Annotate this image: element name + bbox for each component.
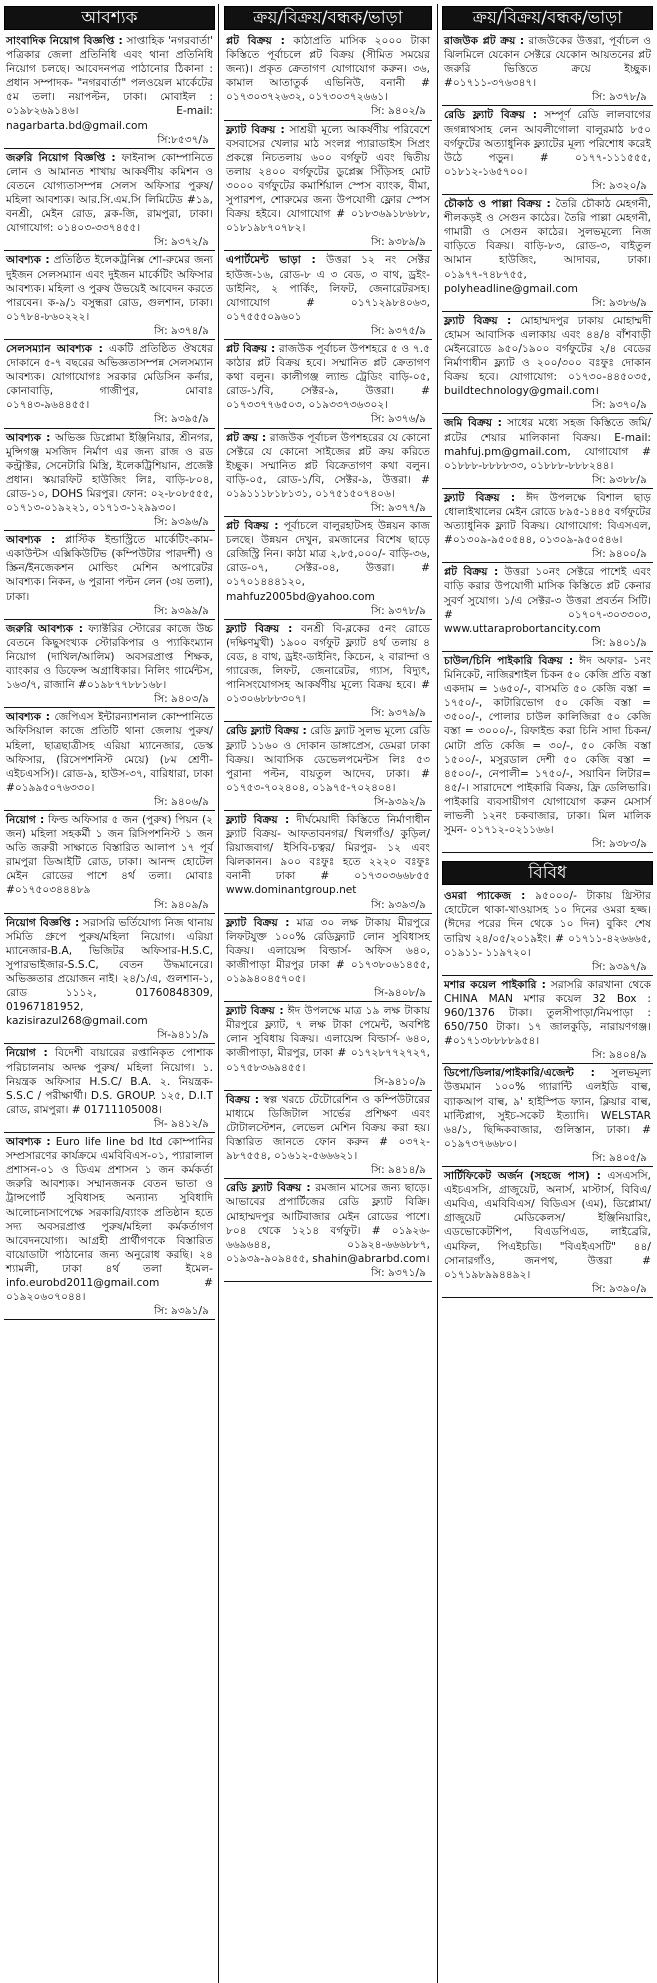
classified-ad [442,34,653,104]
classified-ad [4,622,215,707]
ad-heading: রাজউক প্লট ক্রয় : [444,35,525,47]
classified-ad [224,813,432,912]
ad-divider [442,975,653,976]
ad-divider [4,250,215,251]
ad-reference: সি: ৯৩৭৮/৯ [592,91,647,104]
classified-ad [4,342,215,427]
ad-heading: আবশ্যক : [6,534,56,547]
classified-ad [4,253,215,338]
classified-ad [442,108,653,193]
classified-ad [4,1135,215,1318]
ad-reference: সি-৯৪১১/৯ [157,1029,209,1042]
classified-ad [224,123,432,250]
ad-heading: নিয়োগ : [6,813,45,826]
ad-list [4,34,215,1320]
classified-ad [4,916,215,1043]
ad-body: একটি প্রতিষ্ঠিত ঔষধের দোকানে ৫-৭ বছরের অভিজ্ঞতাসম্পন্ন সেলসম্যান আবশ্যক। যোগাযোগঃ সরকার মেডিসিন কর্নার, কোনাবাড়ি, গাজীপুর, মোবাঃ ০১৭৪৩-৯৬৪৪৫৫। [6,342,213,412]
ad-body: ফাইনান্স কোম্পানিতে লোন ও আমানত শাখায় আকর্ষণীয় কমিশন ও বেতনে যোগ্যতাসম্পন্ন সেলস অফিসার পুরুষ/ মহিলা আবশ্যক। আর.সি.এম.সি লিমিটেড #১৯, বনশ্রী, মেইন রোড, ব্লক-জি, রামপুরা, ঢাকা। যোগাযোগ: ০১৪০৩-৩৩৭৪৫৫। [6,151,213,235]
ad-divider [224,619,432,620]
ad-heading: জরুরি নিয়োগ বিজ্ঞপ্তি : [6,151,116,164]
ad-body: প্রতিষ্ঠিত ইলেকট্রনিক্স শো-রুমের জন্য দুইজন সেলসম্যান এবং দুইজন মার্কেটিং অফিসার আবশ্যক। মহিলা ও পুরুষ উভয়েই আবেদন করতে পারবেন। ক-৯/১ বসুন্ধরা রোড, গুলশান, ঢাকা। ০১৭৮৪-৮৬০২২২। [6,254,214,323]
classified-ad [224,431,432,516]
ad-divider [442,651,653,652]
ad-heading: আবশ্যক : [6,1136,51,1149]
classified-ad [224,34,432,119]
classified-ad [442,654,653,851]
ad-heading: রেডি ফ্ল্যাট বিক্রয় : [226,1182,311,1195]
ad-body: দীর্ঘমেয়াদী কিস্তিতে নির্মাণাধীন ফ্ল্যাট বিক্রয়- আফতাবনগর/ খিলগাঁও/ কুড়িল/ রিয়াজবাগ/ ইসিবি-চত্বর/ মিরপুর- ১২ এবং ঝিলকানন। ৯০০ বঃফুঃ হতে ২২২০ বঃফুঃ বনানী ঢাকা # ০১৭৩০৩৬৬৮৫৫ www.dominantgroup.net [226,813,430,897]
ad-divider [4,619,215,620]
ad-reference: সি-৯৪১০/৯ [374,1075,426,1088]
ad-heading: জমি বিক্রয় : [444,417,502,430]
ad-reference: সি:৮৫৩৭/৯ [157,133,209,146]
classified-ad [224,253,432,338]
ad-reference: সি: ৯৩৭১/৯ [371,1266,426,1279]
ad-divider [224,428,432,429]
ad-divider [442,1297,653,1298]
ad-reference: সি: ৯৩৭৪/৯ [154,324,209,337]
ad-list [442,889,653,1298]
column-divider [437,4,438,1983]
ad-heading: রেডি ফ্ল্যাট বিক্রয় : [444,109,537,122]
ad-heading: আবশ্যক : [6,254,50,267]
ad-divider [4,707,215,708]
ad-reference: সি: ৯৪০৯/৯ [154,898,209,911]
ad-heading: নিয়োগ বিজ্ঞপ্তি : [6,916,80,929]
ad-heading: জরুরি আবশ্যক : [6,622,83,635]
ad-divider [224,721,432,722]
classified-ad [442,978,653,1063]
ad-reference: সি: ৯৪০১/৯ [592,636,647,649]
ad-reference: সি: ৯৩৮৩/৯ [592,838,647,851]
ad-divider [442,194,653,195]
ad-reference: সি: ৯৪০২/৯ [371,105,426,118]
ad-reference: সি: ৯৩৯৩/৯ [371,898,426,911]
ad-body: রমজান মাসের জন্য ছাড়ে। আভাবের প্রপার্টিজের রেডি ফ্ল্যাট বিক্রি। মোহাম্মদপুর আটিবাজার মেইন রোডের পাশে। ৮০৪ থেকে ১২১৪ বর্গফুট। # ০১৯২৬- ৬৬৯৬৪৪, ০১৯২৪-৬৬৬৮৮৭, ০১৯৩৯-৯০৯৪৫৫, shahin@abrarbd.com। [226,1182,431,1265]
ad-heading: আবশ্যক : [6,431,51,444]
classified-ad [4,34,215,147]
classified-ad [224,1093,432,1178]
ad-reference: সি: ৯৩৭৯/৯ [371,707,426,720]
column-buy-sell-1 [224,6,432,1979]
ad-reference: সি-৯৩৯২/৯ [374,795,426,808]
classified-ad [442,889,653,974]
ad-divider [4,913,215,914]
ad-body: ফ্যাক্টরির স্টোরের কাজে উচ্চ বেতনে কিছুসংখ্যক স্টোরকিপার ও প্যাকিংম্যান নিয়োগ (দাখিল/আলিম) অবসরপ্রাপ্ত শিক্ষক, ব্যাংকার ও ডিফেন্স অগ্রাধিকার। নিলিং গার্মেন্টস, ১৬৩/৭, রাজানি #০১৯৮৭৭৮৮১৬৮। [6,622,213,692]
ad-divider [4,1319,215,1320]
ad-heading: আবশ্যক : [6,711,51,724]
ad-body: ঈদ উপলক্ষে বিশাল ছাড় ধোলাইখালের মেইন রোডে ৮৯৫-১৪৪৫ বর্গফুটের অত্যাধুনিক ফ্ল্যাট বিক্রয়। যোগাযোগ: বিএসএল, #০১৩০৯-৯৫০৫৪৪, ০১৩০৯-৯৫০৫৪৬। [444,491,651,547]
ad-divider [442,852,653,853]
ad-body: সুলভমূল্য উত্তমমান ১০০% গ্যারান্টি এলইডি বাল্ব, ব্যাকআপ বাল্ব, ৯' হাইস্পিড ফ্যান, ক্লিয়ার বাল্ব, মাল্টিপ্লাগ, সুইচ-সকেট ইত্যাদি। WELSTAR ৬৪/১, ছিদ্দিকবাজার, গুলিস্তান, ঢাকা। # ০১৯৭৩৭৬৬৮০। [444,1067,652,1150]
classified-ad [224,342,432,427]
ad-body: সরাসরি ভর্তিযোগ্য নিজ থানায় সমিতি গ্রুপে পুরুষ/মহিলা নিয়োগ। এরিয়া ম্যানেজার-B.A, ভিজিটর অফিসার-H.S.C, সুপারভাইজার-S.S.C, বেতন উদ্ধমানেরে। অভিজ্ঞতার প্রয়োজন নাই। ২৪/১/এ, গুলশান-১, রোড ১১১২, 01760848309, 01967181952, kazisirazul268@gmail.com [6,916,213,1028]
classified-ad [442,1066,653,1165]
ad-divider [4,339,215,340]
ad-heading: ফ্ল্যাট বিক্রয় : [444,491,516,504]
ad-body: রেডি ফ্ল্যাট সুলভ মূল্যে রেডি ফ্ল্যাট ১১৬০ ও দোকান ডাঙ্গাপ্রেস, ডেমরা ঢাকা বিক্রয়। আবাসিক ডেভেলপমেন্টস লিঃ ৫৩ পুরানা পল্টন, বায়তুল আদেব, ঢাকা। # ০১৭৫৩-৭০২৪০৪, ০১৯৭৫-৭০২৪০৪। [226,725,431,794]
ad-reference: সি: ৯৩৭৭/৯ [371,502,426,514]
ad-list [224,34,432,1282]
ad-divider [224,250,432,251]
ad-divider [224,1281,432,1282]
ad-body: সাপ্তাহিক 'নগরবার্তা' পত্রিকার জেলা প্রতিনিধি এবং থানা প্রতিনিধি নিয়োগ চলছে। আবেদনপত্র পাঠানোর ঠিকানা : প্রধান সম্পাদক- "নগরবার্তা" পলওয়েল মার্কেটের ৫ম তলা। নয়াপল্টন, ঢাকা। মোবাইল : ০১৯৮২৬৯১৪৬। E-mail: nagarbarta.bd@gmail.com [6,35,213,132]
classified-ad [224,1181,432,1280]
ad-divider [442,413,653,414]
ad-body: উত্তরা ১০নং সেক্টরে পাশেই এবং বাড়ি করার উপযোগী মাসিক কিস্তিতে প্লট কেনার সুবর্ণ সুযোগ। ১/এ সেক্টর-৩ উত্তরা প্রবর্তন সিটি। # ০১৭০৭-৩০৩৩০৩, www.uttaraprobortancity.com [444,566,651,635]
ad-divider [442,562,653,563]
ad-heading: রেডি ফ্ল্যাট বিক্রয় : [226,725,307,738]
ad-body: বনশ্রী বি-ব্লকের ৫নং রোডে (দক্ষিণমুখী) ১৯০০ বর্গফুট ফ্ল্যাট ৪র্থ তলায় ৪ বেড, ৪ বাথ, ড্রইং-ডাইনিং, কিচেন, ২ বারান্দা ও গ্যারেজ, লিফট, জেনারেটর, গ্যাস, বিদ্যুৎ, পানিসংযোগসহ আকর্ষণীয় মূল্যে বিক্রয় হবে। # ০১৩০৬৮৮৮৩০৭। [226,622,430,706]
ad-body: অভিজ্ঞ ডিপ্লোমা ইঞ্জিনিয়ার, শ্রীনগর, মুন্সিগঞ্জ মসজিদ নির্মাণ এর জন্য রাজ ও রড কন্ট্রাক্টর, সেনেটারি মিস্ত্রি, ইলেকট্রিশিয়ান, প্রজেক্ট প্রধান। স্কয়ারফিট হাউজিং লিঃ, বাড়ি-৮০৪, রোড-১০, DOHS মিরপুর। ফোন: ০২-৮০৮৫৫৫, ০১৭১৩-০১৯২২১, ০১৭১৩-১২৯৯৩০। [6,431,213,514]
ad-heading: ওমরা প্যাকেজ : [444,890,526,903]
ad-divider [4,1132,215,1133]
ad-divider [442,1063,653,1064]
section-header: আবশ্যক [4,6,215,30]
ad-heading: ফ্ল্যাট বিক্রয় : [226,1005,284,1018]
ad-reference: সি-৯৪০৮/৯ [374,987,426,1000]
classified-ad [442,416,653,486]
ad-reference: সি: ৯৩৭২/৯ [154,236,209,249]
ad-divider [224,516,432,517]
column-jobs [4,6,215,1979]
section-header: বিবিধ [442,861,653,885]
ad-reference: সি: ৯৩৯৭/৯ [592,960,647,973]
classified-ad [4,431,215,530]
ad-heading: নিয়োগ : [6,1047,48,1060]
ad-heading: ফ্ল্যাট বিক্রয় : [226,622,293,635]
ad-heading: সেলসম্যান আবশ্যক : [6,342,103,355]
ad-divider [442,311,653,312]
ad-body: বিদেশী বায়ারের রপ্তানিকৃত পোশাক পরিচালনায় অদক্ষ পুরুষ/ মহিলা নিয়োগ। ১. নিয়ন্ত্রক অফিসার H.S.C/ B.A. ২. নিয়ন্ত্রক- S.S.C / পরীক্ষার্থী। D.S. GROUP. ১২৫, D.I.T রোড, রামপুরা। # 01711105008। [6,1047,213,1116]
ad-list [442,34,653,853]
ad-heading: ফ্ল্যাট বিক্রয় : [444,314,512,327]
ad-divider [224,339,432,340]
ad-heading: ফ্ল্যাট বিক্রয় : [226,123,285,136]
ad-reference: সি: ৯৩৭৬/৯ [371,413,426,426]
ad-divider [224,1001,432,1002]
classified-ad [442,314,653,413]
ad-reference: সি: ৯৪০৬/৯ [154,795,209,808]
ad-reference: সি: ৯৩৯৯/৯ [154,604,209,617]
ad-body: প্লাস্টিক ইন্ডাস্ট্রিতে মার্কেটিং-কাম-একাউন্টস এক্সিকিউটিভ (কম্পিউটার পারদর্শী) ও স্ক্রিন/ইনজেকশন মোল্ডিং মেশিন অপারেটর আবশ্যক। নিকন, ৬ পুরানা পল্টন লেন (৩য় তলা), ঢাকা। [6,534,213,603]
ad-body: কাঠাপ্রতি মাসিক ২০০০ টাকা কিস্তিতে পূর্বাচলে প্লট বিক্রয় (সীমিত সময়ের জন্য)। প্রকৃত ক্রেতাগণ যোগাযোগ করুন। ৩৬, কামাল আতাতুর্ক এভিনিউ, বনানী # ০১৭৩০৩৭২৬৩২, ০১৭৩০৩৭২৬৬১। [226,35,430,104]
classified-ad [224,916,432,1001]
ad-body: ঈদ উপলক্ষে মাত্র ১৯ লক্ষ টাকায় মীরপুরে ফ্ল্যাট, ৭ লক্ষ টাকা পেমেন্ট, অবশিষ্ট লোন সুবিধায় বিক্রয়। এলায়েন্স বিল্ডার্স- ৬৪০, কাজীপাড়া, মীরপুর, ঢাকা # ০১৭২৮৭৭২৭২৭, ০১৭৫৮৩৬৯৪৫৫। [226,1005,431,1074]
ad-reference: সি: ৯৩২০/৯ [592,179,647,192]
ad-heading: প্লট বিক্রয় : [444,566,499,579]
ad-reference: সি: ৯৪১৪/৯ [371,1164,426,1177]
ad-body: Euro life line bd ltd কোম্পানির সম্প্রসারণের কার্যক্রমে এমবিবিএস-০১, প্যারালাল প্রশাসন-০১ ও ডিএম প্রশাসন ১ জন কর্মকর্তা জরুরি আবশ্যক। সম্মানজনক বেতন ভাতা ও ট্রান্সপোর্ট সুবিধাসহ অন্যান্য সুবিধাদি আলোচনাসাপেক্ষে সরকারি/ব্যাংক প্রতিষ্ঠান হতে সদ্য অবসরপ্রাপ্ত পুরুষ/মহিলা কর্মকর্তাগণ আবেদনযোগ্য। আগ্রহী প্রার্থীগণকে বিস্তারিত বায়োডাটা পাঠানোর জন্য অনুরোধ করছি। ২৪ শ্যামলী, ঢাকা ৪র্থ তলা ইমেল- info.eurobd2011@gmail.com # ০১৯২০৬০৭০৪৪। [6,1136,214,1304]
ad-heading: ফ্ল্যাট বিক্রয় : [226,813,290,826]
ad-divider [224,810,432,811]
classified-ad [4,710,215,809]
ad-reference: সি: ৯৪০৫/৯ [592,1151,647,1164]
classified-ad [224,724,432,809]
ad-heading: প্লট বিক্রয় : [226,35,285,47]
ad-reference: সি- ৯৪১২/৯ [153,1117,209,1130]
ad-reference: সি: ৯৩৯০/৯ [592,1282,647,1295]
ad-divider [224,913,432,914]
ad-reference: সি: ৯৪০৩/৯ [154,693,209,706]
classified-ad [4,533,215,618]
ad-divider [442,105,653,106]
classified-ad [224,622,432,721]
ad-reference: সি: ৯৩৮৮/৯ [592,473,647,486]
classified-ad [4,1046,215,1131]
ad-reference: সি: ৯৪০৪/৯ [592,1049,647,1062]
ad-body: এসএসসি, এইচএসসি, গ্রাজুয়েট, অনার্স, মাস্টার্স, বিবিএ/এমবিএ, এমবিবিএস/ বিডিএস (এম), ডিপ্লোমা/ গ্রাজুয়েট মেডিকেলস/ ইঞ্জিনিয়ারিং, এডভোকেটশিপ, বিএডপিএড, লাইব্রেরি, এমফিল, পিএইচডি। "বিএইএসটি" ৪৪/ সোনারগাঁও, জনপথ, উত্তরা # ০১৭১৯৮৯৯৪৪৯২। [444,1170,651,1281]
ad-heading: সার্টিফিকেট অর্জন (সহজে পাস) : [444,1170,601,1183]
ad-divider [4,1043,215,1044]
classified-ad [4,151,215,250]
ad-heading: প্লট বিক্রয় : [226,342,276,355]
ad-body: সম্পূর্ণ রেডি লালবাগের জগন্নাথসাহ লেন আবলীগোলা বালুরমাঠ ৮৫০ বর্গফুটের অত্যাধুনিক ফ্ল্যাটের মূল্য পরিশোধ করেই উঠে পড়ুন। # ০১৭৭-১১১৫৫৫, ০১৮১২-১৬৫৭০০। [444,109,651,178]
ad-body: ফিল্ড অফিসার ৫ জন (পুরুষ) পিয়ন (২ জন) মহিলা সহকর্মী ১ জন রিসিপশনিস্ট ১ জন অতি জরুরী সাক্ষাতে বিস্তারিত আলাপ ১৭ পূর্ব রামপুরা ডিআইটি রোড, ঢাকা। আনন্দ হোটেল মেইন রোডের পাশে ৪র্থ তলা। মোবাঃ #০১৭৫০৩৪৪৪৮৯ [6,813,213,897]
ad-body: রাজউকের উত্তরা, পূর্বাচল ও ঝিলমিলে যেকোন সেক্টরে যেকোন আয়তনের প্লট জরুরি ভিত্তিতে ক্রয়ে ইচ্ছুক। #০১৭১১-৩৭৬৩৪৭। [444,35,651,90]
column-buy-sell-2 [442,6,653,1979]
ad-body: জেপিএস ইন্টারন্যাশনাল কোম্পানিতে অফিসিয়াল কাজে প্রতিটি থানা জেলায় পুরুষ/মহিলা, ছাত্রছাত্রীসহ এরিয়া ম্যানেজার, ডেস্ক অফিসার, (রিসেপশনিস্ট মেয়ে) (৮ম শ্রেণী-এইচএসসি)। রোড-৯, হাউস-৩৭, বারিধারা, ঢাকা #০১৯৯৫০৭৬৩৩০। [6,711,213,794]
ad-heading: চৌকাঠ ও পাল্লা বিক্রয় : [444,198,551,211]
ad-divider [442,488,653,489]
ad-body: রাজউক পূর্বাচল উপশহরের যে কোনো সেক্টরে যে কোনো সাইজের প্লট ক্রয় করিতে ইচ্ছুক। সম্মানিত প্লট বিক্রেতাগণ কথা বলুন। বাড়ি-০৫, রোড-১/বি, সেক্টর-৯, উত্তরা। # ০১৯১১১৮১৮১৩১, ০১৭৫১৫০৭৪০৬। [226,431,430,500]
classified-ad [442,1169,653,1296]
ad-heading: ডিপো/ডিলার/পাইকারি/এজেন্ট : [444,1067,595,1080]
ad-divider [224,120,432,121]
ad-divider [224,1090,432,1091]
ad-body: তৈরি চৌকাঠ মেহগনী, শীলকড়ই ও সেগুন কাঠের। তৈরি পাল্লা মেহগনী, গামারী ও সেগুন কাঠের। সুলভমূল্যে নিজ বাড়িতে বিক্রয়। বাড়ি-৮৩, রোড-৩, বাইতুল আমান হাউজিং, আদাবর, ঢাকা। ০১৯৭৭-৭৪৮৭৫৫, polyheadline@gmail.com [444,198,651,295]
classified-ad [442,491,653,561]
classified-ad [224,1004,432,1089]
ad-reference: সি: ৯৩৭০/৯ [592,399,647,412]
ad-reference: সি: ৯৩৭৮/৯ [371,604,426,617]
ad-heading: চাউল/চিনি পাইকারি বিক্রয় : [444,654,574,667]
ad-heading: সাংবাদিক নিয়োগ বিজ্ঞপ্তি : [6,35,123,47]
ad-body: পূর্বাচলে বালুরহাটসহ উন্নয়ন কাজ চলছে। উন্নয়ন দেখুন, রমজানের বিশেষ ছাড়ে রেজিস্ট্রি নিন। কাঠা মাত্র ২,৮৫,০০০/- বাড়ি-৩৬, রোড-০৭, সেক্টর-০৪, উত্তরা। # ০১৭০১৪৪৪১২০, mahfuz2005bd@yahoo.com [226,520,430,603]
column-divider [218,4,219,1983]
ad-heading: প্লট ক্রয় : [226,431,267,444]
ad-reference: সি: ৯৩৭৫/৯ [371,324,426,337]
ad-body: মাত্র ৩০ লক্ষ টাকায় মীরপুরে লিফটযুক্ত ১০০% রেডিফ্ল্যাট লোন সুবিধাসহ বিক্রয়। এলায়েন্স বিল্ডার্স- অফিস ৬৪০, কাজীপাড়া মীরপুর ঢাকা # ০১৭৩৮০৬১৪৫৫, ০১৯৯৪০৪৫৭০৫। [226,916,430,985]
ad-heading: এপার্টমেন্ট ভাড়া : [226,254,316,267]
ad-body: সাধের মধ্যে সহজ কিস্তিতে জমি/প্লটের শেয়ার মালিকানা বিক্রয়। E-mail: mahfuj.pm@gmail.com, যোগাযোগ # ০১৮৮৮-৮৮৮৮৩৩, ০১৮৮৮-৮৮৮২৪৪। [444,417,652,472]
ad-divider [4,810,215,811]
ad-divider [4,148,215,149]
ad-reference: সি: ৯৩৯৬/৯ [154,516,209,529]
ad-heading: মশার কয়েল পাইকারি : [444,978,546,991]
ad-body: সরাসরি কারখানা থেকে CHINA MAN মশার কয়েল 32 Box : 960/1376 টাকা। তুলসীপাড়া/নিমপাড়া : 650/750 টাকা। ১৭ জালকুড়ি, নারায়ণগঞ্জ। #০১৭১৩৮৮৮৮৯৫৪। [444,978,651,1048]
classified-ad [442,565,653,650]
ad-body: ঈদ অফার- ১নং মিনিকেট, নাজিরশাইল চিকন ৫০ কেজি প্রতি বস্তা একদাম = ১৬৫০/-, বাসমতি ৫০ কেজি বস্তা = ১৭৫০/-, কাটারিভোগ ৫০ কেজি বস্তা = ৩৫০০/-, পোলার চাউল কালিজিরা ৫০ কেজি বস্তা = ৩০০০/-, রিফাইন্ড করা চিনি সাদা চিকন/মোটা প্রতি কেজি = ৩০/-, ৫০ কেজি বস্তা ১৫০০/-, মসুরডাল দেশী ৫০ কেজি বস্তা = ৪৫০০/-, নেপালী= ১৭৫০/-, সয়াবিন লিটার= ৪৫/-। সারাদেশে পাইকারি বিক্রয়, ফ্রি ডেলিভারি। পাইকারি ব্যবসায়ীগণ যোগাযোগ করুন মেসার্স লাভলী ১২নং চকবাজার, ঢাকা। মিল মালিক সুমন- ০১৭১২-০২১১৬৬। [444,654,651,837]
section-header: ক্রয়/বিক্রয়/বন্ধক/ভাড়া [442,6,653,30]
classified-ad [4,813,215,912]
ad-reference: সি: ৯৩৮৯/৯ [371,236,426,249]
ad-reference: সি: ৯৩৯১/৯ [154,1305,209,1318]
ad-reference: সি: ৯৩৮৬/৯ [592,296,647,309]
ad-body: ৯৫০০০/- টাকায় থ্রিস্টার হোটেলে থাকা-খাওয়াসহ ১০ দিনের ওমরা হজ্জ। (ঈদের পরের দিন থেকে ১০ দিন) বুকিং শেষ তারিখ ২৪/০৫/২০১৯ইং। # ০১৭১১-৪২৬৬৬৫, ০১৯১১- ১১৯৭২০। [444,890,651,959]
ad-body: মোহাম্মদপুর ঢাকায় মোহাম্মদী হোমস আবাসিক এলাকায় এবং ৪৪/৪ বাঁশবাড়ী মেইনরোডে ৯৫০/১৯০০ বর্গফুটের ২/৪ বেডের নির্মাণাধীন ফ্ল্যাট ও ২০০/৩০০ বঃফুঃ দোকান বিক্রয় হবে। যোগাযোগ: ০১৭৩০-৪৪৫০৩৫, buildtechnology@gmail.com। [444,314,651,398]
ad-divider [4,530,215,531]
ad-reference: সি: ৯৪০০/৯ [592,548,647,561]
ad-body: সাশ্রয়ী মূল্যে আকর্ষণীয় পরিবেশে বসবাসের খেলার মাঠ সংলগ্ন প্যারাডাইস সিপ্রং প্রকল্পে নিচতলায় ৬০০ বর্গফুট এবং দ্বিতীয় তলায় ২৪০০ বর্গফুটের ডুপ্লেক্স সিঁড়িসহ মোট ৩০০০ বর্গফুটের কমার্শিয়াল স্পেস ব্যাংক, বীমা, সুপারশপ, শোরুমের জন্য উপযোগী ফ্লোর স্পেস বিক্রয় হইবে। যোগাযোগ # ০১৮৩৬৯১৮৬৮৮, ০১৮১৯৮৭০৭৮২। [226,123,430,235]
ad-divider [224,1178,432,1179]
section-header: ক্রয়/বিক্রয়/বন্ধক/ভাড়া [224,6,432,30]
ad-heading: ফ্ল্যাট বিক্রয় : [226,916,290,929]
classified-ad [224,519,432,618]
ad-body: উত্তরা ১২ নং সেক্টর হাউজ-১৬, রোড-৮ এ ৩ বেড, ৩ বাথ, ড্রইং-ডাইনিং, ২ পার্কিং, লিফট, জেনারেটরসহ। যোগাযোগ # ০১৭১২৯৮৪০৬৩, ০১৭৫৫৫০৯৬০১ [226,254,430,323]
ad-body: রাজউক পূর্বাচল উপশহরে ৫ ও ৭.৫ কাঠার প্লট বিক্রয় হবে। সম্মানিত প্লট ক্রেতাগণ কথা বলুন। কালীগঞ্জ ল্যান্ড ট্রেডিং বাড়ি-০৫, রোড-১/বি, সেক্টর-৯, উত্তরা। # ০১৭৩৩৭৭৬৫০৩, ০১৯৩৩৭৩৬৩০২। [226,342,430,412]
classified-ad [442,197,653,310]
ad-reference: সি: ৯৩৯৫/৯ [154,413,209,426]
ad-heading: বিক্রয় : [226,1093,259,1106]
ad-body: স্বল্প খরচে টেটোরেশিন ও কম্পিউটারের মাধ্যমে ডিজিটাল সার্ভের প্রশিক্ষণ এবং টোটালস্টেশন, লেভেল মেশিন বিক্রয় করা হয়। বিস্তারিত জানতে ফোন করুন # ০৩৭২- ৯৮৭৫৫৪, ০১৬১২-৫৬৬৬২১। [226,1093,431,1163]
ad-divider [4,428,215,429]
ad-divider [442,1166,653,1167]
ad-heading: প্লট বিক্রয় : [226,520,279,533]
